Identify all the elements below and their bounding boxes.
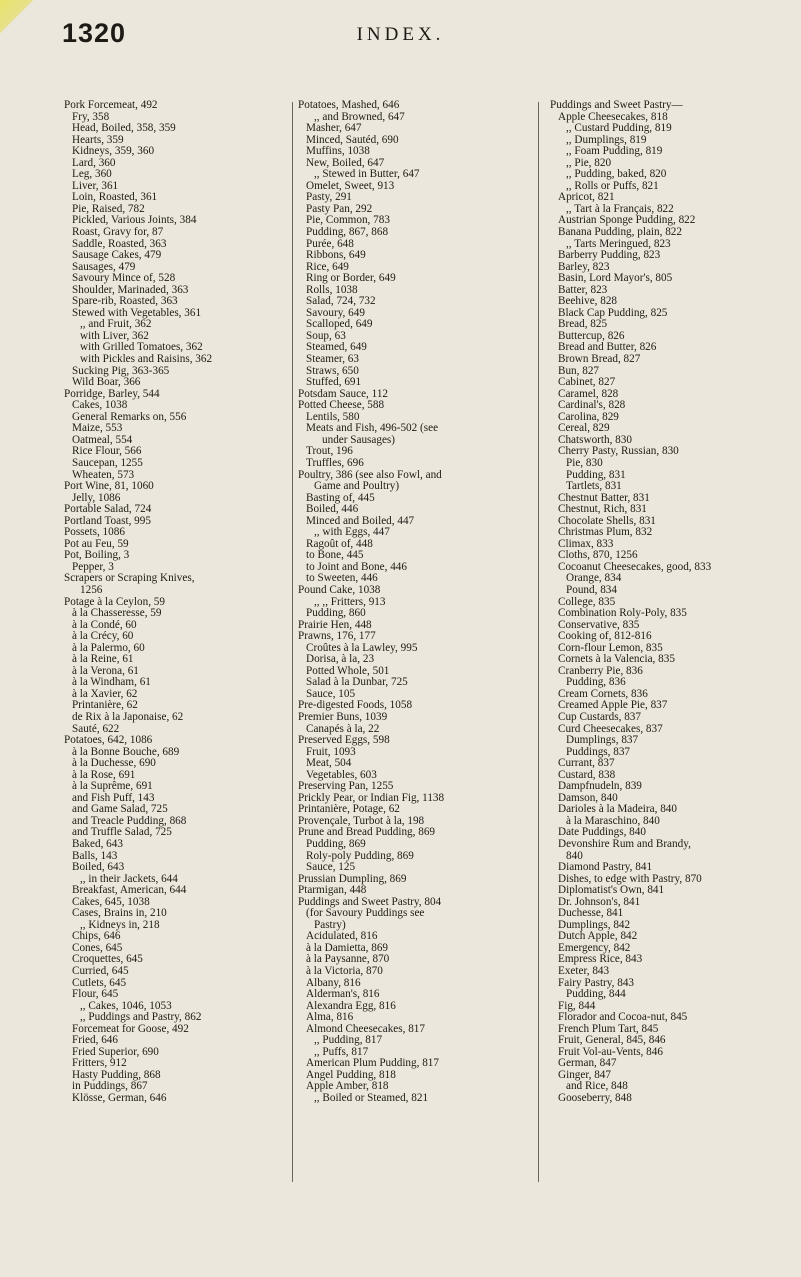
index-entry: à la Rose, 691	[72, 769, 136, 781]
index-entry: Potted Cheese, 588	[298, 400, 385, 412]
index-entry: Empress Rice, 843	[558, 954, 643, 966]
index-entry: Pre-digested Foods, 1058	[298, 700, 413, 712]
index-entry: Salad, 724, 732	[306, 296, 376, 308]
index-entry: Roly-poly Pudding, 869	[306, 850, 414, 862]
index-entry: Prussian Dumpling, 869	[298, 873, 407, 885]
column-divider	[292, 102, 293, 1182]
index-entry: Black Cap Pudding, 825	[558, 307, 668, 319]
index-entry: Maize, 553	[72, 423, 123, 435]
index-entry: Curried, 645	[72, 966, 129, 978]
index-entry: Savoury Mince of, 528	[72, 273, 176, 285]
index-entry: Shoulder, Marinaded, 363	[72, 284, 189, 296]
index-entry: Emergency, 842	[558, 942, 631, 954]
index-entry: Forcemeat for Goose, 492	[72, 1023, 189, 1035]
index-entry: Climax, 833	[558, 538, 614, 550]
index-entry: Duchesse, 841	[558, 908, 624, 920]
index-entry: Potsdam Sauce, 112	[298, 388, 389, 400]
index-entry: under Sausages)	[322, 434, 396, 446]
index-entry: Apple Amber, 818	[306, 1081, 389, 1093]
index-entry: Fruit, 1093	[306, 746, 356, 758]
index-entry: Exeter, 843	[558, 966, 610, 978]
index-entry: Sausage Cakes, 479	[72, 250, 162, 262]
index-entry: Purée, 648	[306, 238, 354, 250]
index-entry: Pasty Pan, 292	[306, 203, 373, 215]
index-entry: Dampfnudeln, 839	[558, 781, 642, 793]
index-entry: Ptarmigan, 448	[298, 885, 367, 897]
index-entry: Ginger, 847	[558, 1069, 611, 1081]
index-entry: ,, ,, Fritters, 913	[314, 596, 386, 608]
index-entry: Fruit Vol-au-Vents, 846	[558, 1046, 663, 1058]
index-entry: Poultry, 386 (see also Fowl, and	[298, 469, 442, 481]
index-entry: Alderman's, 816	[306, 989, 380, 1001]
index-entry: Masher, 647	[306, 123, 362, 135]
index-entry: Banana Pudding, plain, 822	[558, 227, 682, 239]
index-entry: Prickly Pear, or Indian Fig, 1138	[298, 792, 445, 804]
index-entry: Chestnut Batter, 831	[558, 492, 650, 504]
index-entry: ,, Stewed in Butter, 647	[314, 169, 420, 181]
index-entry: Roast, Gravy for, 87	[72, 227, 164, 239]
index-entry: Port Wine, 81, 1060	[64, 481, 154, 493]
index-entry: Florador and Cocoa-nut, 845	[558, 1012, 688, 1024]
index-entry: ,, with Eggs, 447	[314, 527, 390, 539]
index-entry: Potted Whole, 501	[306, 665, 390, 677]
index-entry: Printanière, Potage, 62	[298, 804, 400, 816]
index-entry: ,, and Browned, 647	[314, 111, 405, 123]
index-entry: Cereal, 829	[558, 423, 610, 435]
index-entry: à la Palermo, 60	[72, 642, 145, 654]
index-entry: Apple Cheesecakes, 818	[558, 111, 668, 123]
index-entry: à la Crécy, 60	[72, 631, 134, 643]
index-entry: Sucking Pig, 363-365	[72, 365, 170, 377]
index-entry: Sauce, 105	[306, 688, 356, 700]
index-entry: Klösse, German, 646	[72, 1093, 167, 1105]
index-entry: Fried Superior, 690	[72, 1046, 159, 1058]
index-entry: Boiled, 643	[72, 862, 125, 874]
index-entry: Caramel, 828	[558, 388, 619, 400]
index-entry: Omelet, Sweet, 913	[306, 180, 395, 192]
index-entry: and Game Salad, 725	[72, 804, 168, 816]
index-entry: Pudding, 867, 868	[306, 227, 389, 239]
index-entry: Pudding, 836	[566, 677, 626, 689]
index-entry: Printanière, 62	[72, 700, 138, 712]
index-entry: Beehive, 828	[558, 296, 618, 308]
index-entry: to Joint and Bone, 446	[306, 561, 407, 573]
index-entry: Cranberry Pie, 836	[558, 665, 643, 677]
index-entry: à la Maraschino, 840	[566, 815, 660, 827]
index-entry: à la Verona, 61	[72, 665, 139, 677]
index-entry: Cakes, 645, 1038	[72, 896, 150, 908]
index-entry: Date Puddings, 840	[558, 827, 646, 839]
index-entry: à la Paysanne, 870	[306, 954, 390, 966]
index-entry: à la Damietta, 869	[306, 942, 389, 954]
index-entry: Bread and Butter, 826	[558, 342, 657, 354]
index-entry: and Rice, 848	[566, 1081, 628, 1093]
index-entry: Sausages, 479	[72, 261, 136, 273]
index-entry: Gooseberry, 848	[558, 1093, 632, 1105]
index-entry: ,, in their Jackets, 644	[80, 873, 178, 885]
index-entry: Premier Buns, 1039	[298, 711, 388, 723]
index-entry: Fry, 358	[72, 111, 110, 123]
index-entry: Cabinet, 827	[558, 377, 616, 389]
index-columns	[0, 100, 801, 1270]
index-entry: Vegetables, 603	[306, 769, 377, 781]
index-column-2	[298, 100, 522, 1270]
index-entry: and Truffle Salad, 725	[72, 827, 172, 839]
index-entry: à la Windham, 61	[72, 677, 151, 689]
index-entry: ,, Boiled or Steamed, 821	[314, 1093, 429, 1105]
index-entry: Rice Flour, 566	[72, 446, 142, 458]
index-entry: Apricot, 821	[558, 192, 615, 204]
index-entry: Prune and Bread Pudding, 869	[298, 827, 436, 839]
running-title: INDEX.	[356, 24, 445, 45]
index-entry: ,, Pudding, 817	[314, 1035, 383, 1047]
index-entry: Ring or Border, 649	[306, 273, 396, 285]
index-entry: Puddings and Sweet Pastry, 804	[298, 896, 442, 908]
index-entry: Wild Boar, 366	[72, 377, 141, 389]
index-entry: Cones, 645	[72, 942, 123, 954]
index-entry: Potatoes, Mashed, 646	[298, 100, 400, 111]
index-entry: Prairie Hen, 448	[298, 619, 372, 631]
index-list-1	[64, 100, 288, 1105]
index-entry: ,, Puffs, 817	[314, 1046, 369, 1058]
index-list-2	[298, 100, 522, 1105]
index-entry: Flour, 645	[72, 989, 119, 1001]
index-entry: Cases, Brains in, 210	[72, 908, 167, 920]
index-entry: Pudding, 831	[566, 469, 626, 481]
index-entry: ,, Kidneys in, 218	[80, 919, 160, 931]
index-entry: Sauce, 125	[306, 862, 356, 874]
index-entry: Truffles, 696	[306, 457, 364, 469]
index-entry: Scrapers or Scraping Knives,	[64, 573, 195, 585]
index-entry: Carolina, 829	[558, 411, 619, 423]
index-entry: Custard, 838	[558, 769, 616, 781]
index-entry: Rice, 649	[306, 261, 349, 273]
index-entry: Pie, Raised, 782	[72, 203, 145, 215]
index-entry: Pudding, 844	[566, 989, 626, 1001]
index-entry: Pickled, Various Joints, 384	[72, 215, 197, 227]
index-entry: Brown Bread, 827	[558, 354, 641, 366]
index-column-3	[550, 100, 782, 1270]
index-entry: Basting of, 445	[306, 492, 375, 504]
index-entry: Sauté, 622	[72, 723, 120, 735]
index-entry: Dr. Johnson's, 841	[558, 896, 641, 908]
index-entry: Barberry Pudding, 823	[558, 250, 661, 262]
index-entry: Fruit, General, 845, 846	[558, 1035, 666, 1047]
index-entry: Wheaten, 573	[72, 469, 135, 481]
index-entry: Fritters, 912	[72, 1058, 127, 1070]
index-entry: ,, Tarts Meringued, 823	[566, 238, 671, 250]
index-entry: French Plum Tart, 845	[558, 1023, 659, 1035]
index-entry: Baked, 643	[72, 839, 123, 850]
index-entry: Spare-rib, Roasted, 363	[72, 296, 178, 308]
index-entry: Chips, 646	[72, 931, 121, 943]
index-entry: Dumplings, 837	[566, 735, 639, 747]
index-entry: Saucepan, 1255	[72, 457, 143, 469]
index-entry: College, 835	[558, 596, 616, 608]
index-entry: with Liver, 362	[80, 330, 149, 342]
index-entry: Pudding, 860	[306, 608, 366, 620]
index-entry: Hearts, 359	[72, 134, 124, 146]
index-entry: Possets, 1086	[64, 527, 125, 539]
index-entry: Pot, Boiling, 3	[64, 550, 130, 562]
index-column-1	[64, 100, 288, 1270]
index-entry: Preserving Pan, 1255	[298, 781, 394, 793]
index-entry: Pie, 830	[566, 457, 603, 469]
index-entry: Stewed with Vegetables, 361	[72, 307, 202, 319]
index-entry: Steamed, 649	[306, 342, 367, 354]
index-entry: Curd Cheesecakes, 837	[558, 723, 663, 735]
index-entry: Potatoes, 642, 1086	[64, 735, 153, 747]
index-entry: Pastry)	[314, 919, 346, 931]
index-entry: ,, Pie, 820	[566, 157, 612, 169]
index-entry: Potage à la Ceylon, 59	[64, 596, 165, 608]
index-entry: Rolls, 1038	[306, 284, 358, 296]
index-entry: Stuffed, 691	[306, 377, 362, 389]
index-entry: Bread, 825	[558, 319, 608, 331]
index-entry: Albany, 816	[306, 977, 361, 989]
index-entry: 840	[566, 850, 583, 862]
index-entry: Canapés à la, 22	[306, 723, 380, 735]
index-entry: Portable Salad, 724	[64, 504, 152, 516]
index-entry: ,, Puddings and Pastry, 862	[80, 1012, 202, 1024]
index-entry: Fairy Pastry, 843	[558, 977, 635, 989]
index-entry: Ribbons, 649	[306, 250, 366, 262]
index-entry: Devonshire Rum and Brandy,	[558, 839, 691, 850]
index-entry: Dutch Apple, 842	[558, 931, 638, 943]
index-entry: Lentils, 580	[306, 411, 360, 423]
index-entry: Game and Poultry)	[314, 481, 400, 493]
index-entry: Buttercup, 826	[558, 330, 625, 342]
index-entry: Cutlets, 645	[72, 977, 127, 989]
index-entry: Steamer, 63	[306, 354, 359, 366]
index-entry: Boiled, 446	[306, 504, 359, 516]
index-entry: Dishes, to edge with Pastry, 870	[558, 873, 702, 885]
index-entry: Puddings, 837	[566, 746, 631, 758]
index-entry: Creamed Apple Pie, 837	[558, 700, 668, 712]
index-entry: Fig, 844	[558, 1000, 596, 1012]
index-entry: ,, Tart à la Français, 822	[566, 203, 674, 215]
page-header	[0, 0, 801, 60]
index-list-3	[550, 100, 782, 1105]
index-entry: Meat, 504	[306, 758, 352, 770]
index-entry: Croquettes, 645	[72, 954, 143, 966]
index-entry: Dumplings, 842	[558, 919, 631, 931]
index-entry: à la Xavier, 62	[72, 688, 138, 700]
index-entry: Kidneys, 359, 360	[72, 146, 155, 158]
index-entry: Diamond Pastry, 841	[558, 862, 653, 874]
index-entry: de Rix à la Japonaise, 62	[72, 711, 184, 723]
index-entry: Cherry Pasty, Russian, 830	[558, 446, 679, 458]
index-entry: Pasty, 291	[306, 192, 352, 204]
index-entry: Breakfast, American, 644	[72, 885, 187, 897]
index-entry: Head, Boiled, 358, 359	[72, 123, 176, 135]
index-entry: ,, Foam Pudding, 819	[566, 146, 663, 158]
index-entry: Chocolate Shells, 831	[558, 515, 656, 527]
index-entry: Fried, 646	[72, 1035, 118, 1047]
index-entry: Chatsworth, 830	[558, 434, 632, 446]
index-entry: Cooking of, 812-816	[558, 631, 652, 643]
index-entry: Christmas Plum, 832	[558, 527, 653, 539]
index-entry: Pound, 834	[566, 584, 617, 596]
index-entry: Bun, 827	[558, 365, 600, 377]
index-entry: ,, Pudding, baked, 820	[566, 169, 667, 181]
index-entry: with Pickles and Raisins, 362	[80, 354, 213, 366]
index-entry: ,, and Fruit, 362	[80, 319, 152, 331]
index-entry: Trout, 196	[306, 446, 353, 458]
index-entry: Portland Toast, 995	[64, 515, 151, 527]
index-entry: Hasty Pudding, 868	[72, 1069, 161, 1081]
index-entry: Ragoût of, 448	[306, 538, 373, 550]
page-number: 1320	[62, 18, 127, 48]
index-entry: ,, Dumplings, 819	[566, 134, 647, 146]
index-entry: Cloths, 870, 1256	[558, 550, 638, 562]
index-entry: in Puddings, 867	[72, 1081, 148, 1093]
index-entry: Provençale, Turbot à la, 198	[298, 815, 425, 827]
index-entry: Orange, 834	[566, 573, 622, 585]
index-entry: Croûtes à la Lawley, 995	[306, 642, 418, 654]
index-entry: Jelly, 1086	[72, 492, 121, 504]
column-divider	[538, 102, 539, 1182]
index-entry: Barley, 823	[558, 261, 610, 273]
index-entry: Savoury, 649	[306, 307, 365, 319]
index-entry: Saddle, Roasted, 363	[72, 238, 167, 250]
index-entry: Almond Cheesecakes, 817	[306, 1023, 425, 1035]
index-entry: Alexandra Egg, 816	[306, 1000, 396, 1012]
index-entry: Balls, 143	[72, 850, 118, 862]
index-entry: Minced, Sautéd, 690	[306, 134, 399, 146]
index-entry: Diplomatist's Own, 841	[558, 885, 665, 897]
index-entry: Straws, 650	[306, 365, 359, 377]
index-entry: à la Bonne Bouche, 689	[72, 746, 180, 758]
index-entry: à la Chasseresse, 59	[72, 608, 162, 620]
index-entry: Prawns, 176, 177	[298, 631, 376, 643]
index-entry: Damson, 840	[558, 792, 618, 804]
index-entry: ,, Cakes, 1046, 1053	[80, 1000, 172, 1012]
index-entry: Cocoanut Cheesecakes, good, 833	[558, 561, 712, 573]
index-entry: and Treacle Pudding, 868	[72, 815, 187, 827]
index-entry: Loin, Roasted, 361	[72, 192, 158, 204]
index-entry: Pepper, 3	[72, 561, 114, 573]
index-entry: Combination Roly-Poly, 835	[558, 608, 687, 620]
index-entry: Pudding, 869	[306, 839, 366, 850]
index-entry: Basin, Lord Mayor's, 805	[558, 273, 673, 285]
index-entry: Puddings and Sweet Pastry—	[550, 100, 683, 111]
index-entry: Cream Cornets, 836	[558, 688, 648, 700]
index-entry: to Sweeten, 446	[306, 573, 378, 585]
index-entry: Acidulated, 816	[306, 931, 378, 943]
index-entry: ,, Custard Pudding, 819	[566, 123, 672, 135]
index-entry: Minced and Boiled, 447	[306, 515, 415, 527]
index-entry: Pot au Feu, 59	[64, 538, 129, 550]
index-entry: Preserved Eggs, 598	[298, 735, 390, 747]
index-entry: Tartlets, 831	[566, 481, 622, 493]
index-entry: ,, Rolls or Puffs, 821	[566, 180, 659, 192]
index-entry: General Remarks on, 556	[72, 411, 187, 423]
index-entry: to Bone, 445	[306, 550, 364, 562]
index-entry: Salad à la Dunbar, 725	[306, 677, 408, 689]
index-entry: and Fish Puff, 143	[72, 792, 155, 804]
index-entry: Pork Forcemeat, 492	[64, 100, 158, 111]
index-entry: Dorisa, à la, 23	[306, 654, 375, 666]
index-entry: Leg, 360	[72, 169, 112, 181]
index-entry: Lard, 360	[72, 157, 116, 169]
index-entry: à la Reine, 61	[72, 654, 134, 666]
index-entry: Austrian Sponge Pudding, 822	[558, 215, 696, 227]
index-entry: à la Condé, 60	[72, 619, 137, 631]
index-entry: Cardinal's, 828	[558, 400, 626, 412]
index-entry: Liver, 361	[72, 180, 119, 192]
index-entry: Currant, 837	[558, 758, 615, 770]
index-entry: Darioles à la Madeira, 840	[558, 804, 677, 816]
index-entry: à la Duchesse, 690	[72, 758, 156, 770]
index-entry: Soup, 63	[306, 330, 346, 342]
index-entry: Scalloped, 649	[306, 319, 373, 331]
index-entry: Cup Custards, 837	[558, 711, 641, 723]
index-entry: Pie, Common, 783	[306, 215, 390, 227]
index-entry: Meats and Fish, 496-502 (see	[306, 423, 439, 435]
index-entry: (for Savoury Puddings see	[306, 908, 425, 920]
index-entry: Muffins, 1038	[306, 146, 370, 158]
index-entry: German, 847	[558, 1058, 617, 1070]
index-entry: New, Boiled, 647	[306, 157, 385, 169]
index-entry: Alma, 816	[306, 1012, 354, 1024]
index-entry: American Plum Pudding, 817	[306, 1058, 439, 1070]
index-entry: à la Suprême, 691	[72, 781, 153, 793]
index-entry: Pound Cake, 1038	[298, 584, 381, 596]
index-entry: Cornets à la Valencia, 835	[558, 654, 675, 666]
index-entry: Oatmeal, 554	[72, 434, 133, 446]
index-entry: with Grilled Tomatoes, 362	[80, 342, 203, 354]
index-entry: Batter, 823	[558, 284, 608, 296]
index-entry: Chestnut, Rich, 831	[558, 504, 647, 516]
index-entry: Cakes, 1038	[72, 400, 128, 412]
index-entry: Angel Pudding, 818	[306, 1069, 396, 1081]
index-entry: Corn-flour Lemon, 835	[558, 642, 663, 654]
index-entry: Porridge, Barley, 544	[64, 388, 160, 400]
index-entry: à la Victoria, 870	[306, 966, 383, 978]
index-entry: Conservative, 835	[558, 619, 640, 631]
index-entry: 1256	[80, 584, 103, 596]
